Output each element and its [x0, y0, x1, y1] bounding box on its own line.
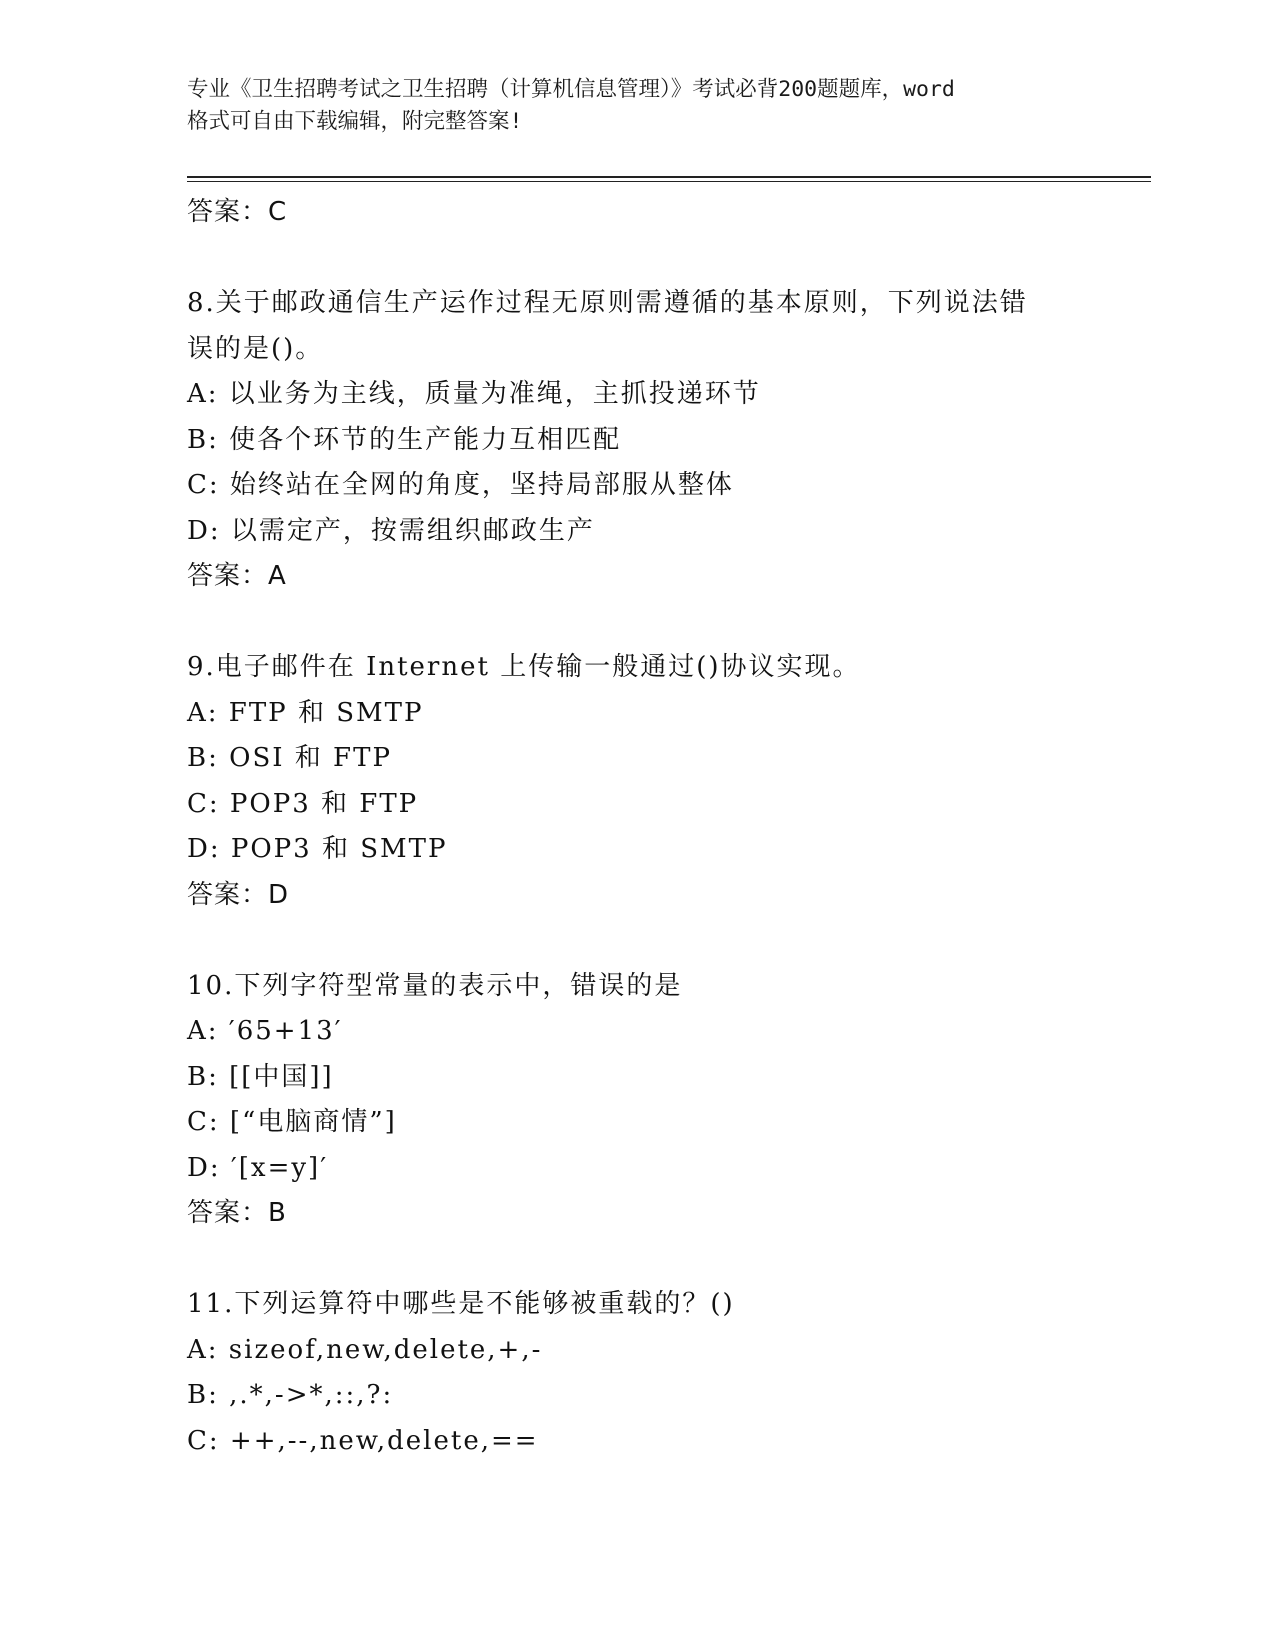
option-a: A: sizeof,new,delete,+,-: [187, 1334, 543, 1365]
question-8: [187, 281, 1107, 600]
spacer: [187, 236, 1107, 282]
document-header: [187, 74, 1107, 138]
question-stem: 8.关于邮政通信生产运作过程无原则需遵循的基本原则，下列说法错: [187, 288, 1028, 318]
option-c: C: POP3 和 FTP: [187, 788, 419, 819]
question-11: [187, 1282, 1107, 1464]
question-stem: 11.下列运算符中哪些是不能够被重载的？(): [187, 1289, 735, 1319]
header-line-1: 专业《卫生招聘考试之卫生招聘（计算机信息管理）》考试必背200题题库，word: [187, 77, 955, 102]
option-a: A: ′65+13′: [187, 1016, 343, 1046]
option-b: B: ,.*,->*,::,?:: [187, 1380, 394, 1410]
question-stem: 误的是()。: [187, 333, 324, 364]
option-c: C: [“电脑商情”]: [187, 1107, 397, 1137]
question-9: [187, 645, 1107, 918]
answer: 答案：A: [187, 561, 287, 591]
spacer: [187, 1237, 1107, 1283]
answer: 答案：B: [187, 1198, 287, 1228]
header-rule-thick: [187, 176, 1151, 178]
option-a: A: 以业务为主线，质量为准绳，主抓投递环节: [187, 379, 761, 409]
spacer: [187, 600, 1107, 646]
question-list: [187, 190, 1107, 1464]
option-c: C: ++,--,new,delete,==: [187, 1425, 539, 1456]
answer: 答案：D: [187, 879, 290, 910]
header-rule-thin: [187, 181, 1151, 182]
previous-answer: 答案：C: [187, 197, 288, 227]
question-stem: 10.下列字符型常量的表示中，错误的是: [187, 970, 683, 1001]
option-d: D: 以需定产，按需组织邮政生产: [187, 515, 595, 546]
header-line-2: 格式可自由下载编辑，附完整答案!: [187, 109, 523, 134]
option-b: B: OSI 和 FTP: [187, 743, 392, 773]
spacer: [187, 918, 1107, 964]
option-c: C: 始终站在全网的角度，坚持局部服从整体: [187, 470, 734, 500]
option-d: D: ′[x=y]′: [187, 1152, 329, 1183]
question-stem: 9.电子邮件在 Internet 上传输一般通过()协议实现。: [187, 652, 861, 682]
option-b: B: 使各个环节的生产能力互相匹配: [187, 424, 622, 455]
option-a: A: FTP 和 SMTP: [187, 697, 424, 728]
option-b: B: [[中国]]: [187, 1061, 334, 1092]
question-10: [187, 964, 1107, 1237]
option-d: D: POP3 和 SMTP: [187, 834, 448, 864]
